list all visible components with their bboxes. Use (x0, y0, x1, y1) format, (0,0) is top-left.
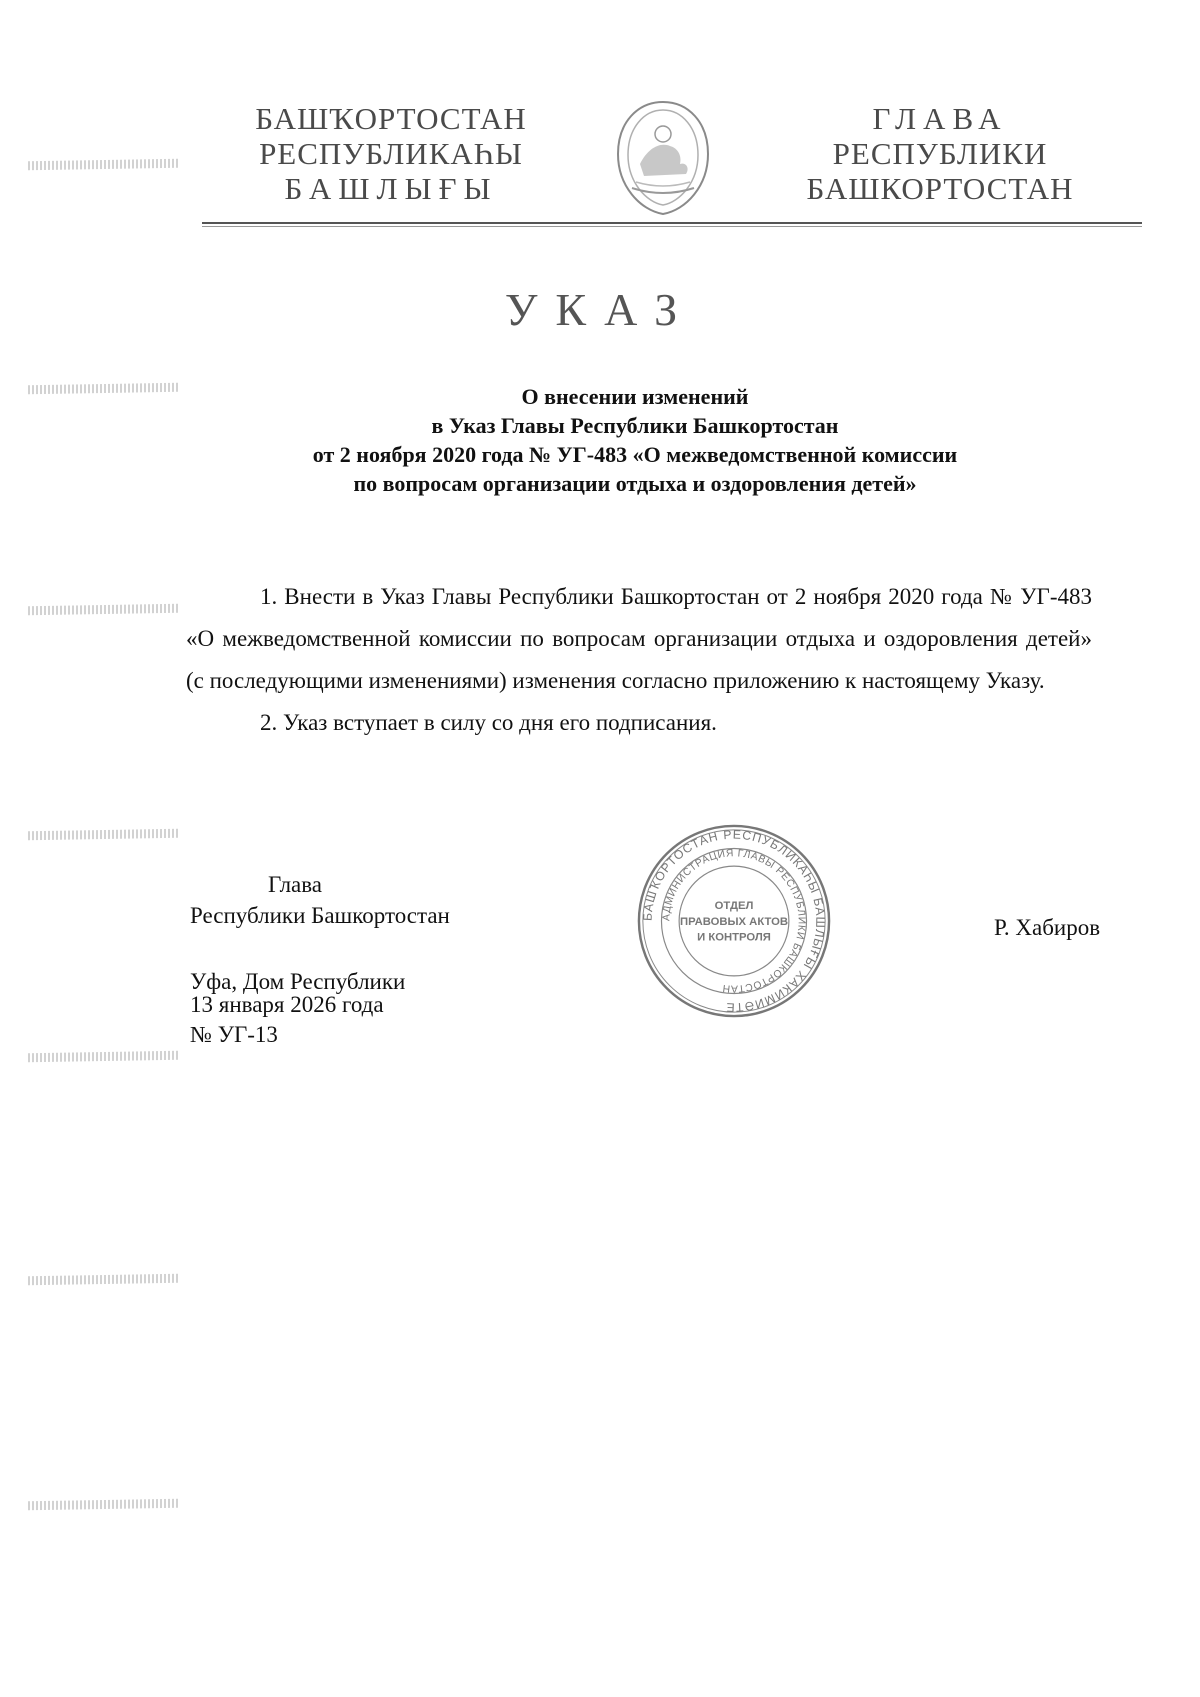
header-left-line-2: РЕСПУБЛИКАҺЫ (259, 136, 523, 171)
header-left-line-1: БАШҠОРТОСТАН (255, 101, 527, 136)
scan-artifact (28, 383, 178, 395)
document-subject (200, 382, 1070, 498)
header-right-line-3: БАШКОРТОСТАН (806, 171, 1074, 206)
signature-position-line-1: Глава (268, 872, 323, 897)
scan-artifact (28, 1499, 178, 1511)
signature-name: Р. Хабиров (994, 915, 1101, 940)
stamp-inner-text: АДМИНИСТРАЦИЯ ГЛАВЫ РЕСПУБЛИКИ БАШКОРТОСТАН (661, 848, 807, 994)
scan-artifact (28, 159, 178, 171)
stamp-outer-text: БАШҠОРТОСТАН РЕСПУБЛИКАҺЫ БАШЛЫҒЫ ХАКИМИӘТЕ (640, 827, 828, 1015)
emblem-icon (608, 98, 718, 218)
paragraph-1: 1. Внести в Указ Главы Республики Башкортостан от 2 ноября 2020 года № УГ-483 «О межведомственной комиссии по вопросам организации отдыха и оздоровления детей» (с последующими изменениями) изменения согласно приложению к настоящему Указу. (186, 584, 1092, 693)
subject-line: в Указ Главы Республики Башкортостан (431, 413, 839, 438)
stamp-center-line-3: И КОНТРОЛЯ (697, 931, 771, 944)
header-rule-thin (202, 226, 1142, 227)
header-right-line-2: РЕСПУБЛИКИ (832, 136, 1048, 171)
header-rule (202, 222, 1142, 224)
document-body (186, 576, 1092, 744)
signature-date: 13 января 2026 года (190, 992, 384, 1017)
header-right-line-1: ГЛАВА (872, 101, 1008, 136)
subject-line: по вопросам организации отдыха и оздоровления детей» (353, 471, 917, 496)
signature-number: № УГ-13 (190, 1022, 278, 1047)
document-title: УКАЗ (504, 284, 696, 335)
signature-position-line-2: Республики Башкортостан (190, 903, 450, 928)
stamp-center-line-2: ПРАВОВЫХ АКТОВ (680, 915, 788, 928)
stamp-center-line-1: ОТДЕЛ (714, 900, 754, 913)
scan-artifact (28, 829, 178, 841)
scan-artifact (28, 604, 178, 616)
subject-line: О внесении изменений (521, 384, 749, 409)
scan-artifact (28, 1274, 178, 1286)
official-stamp (636, 823, 832, 1019)
subject-line: от 2 ноября 2020 года № УГ-483 «О межведомственной комиссии (312, 442, 958, 467)
signature-place: Уфа, Дом Республики (190, 969, 406, 994)
header-left-line-3: БАШЛЫҒЫ (284, 171, 498, 206)
scan-artifact (28, 1051, 178, 1063)
paragraph-2: 2. Указ вступает в силу со дня его подписания. (260, 710, 717, 735)
